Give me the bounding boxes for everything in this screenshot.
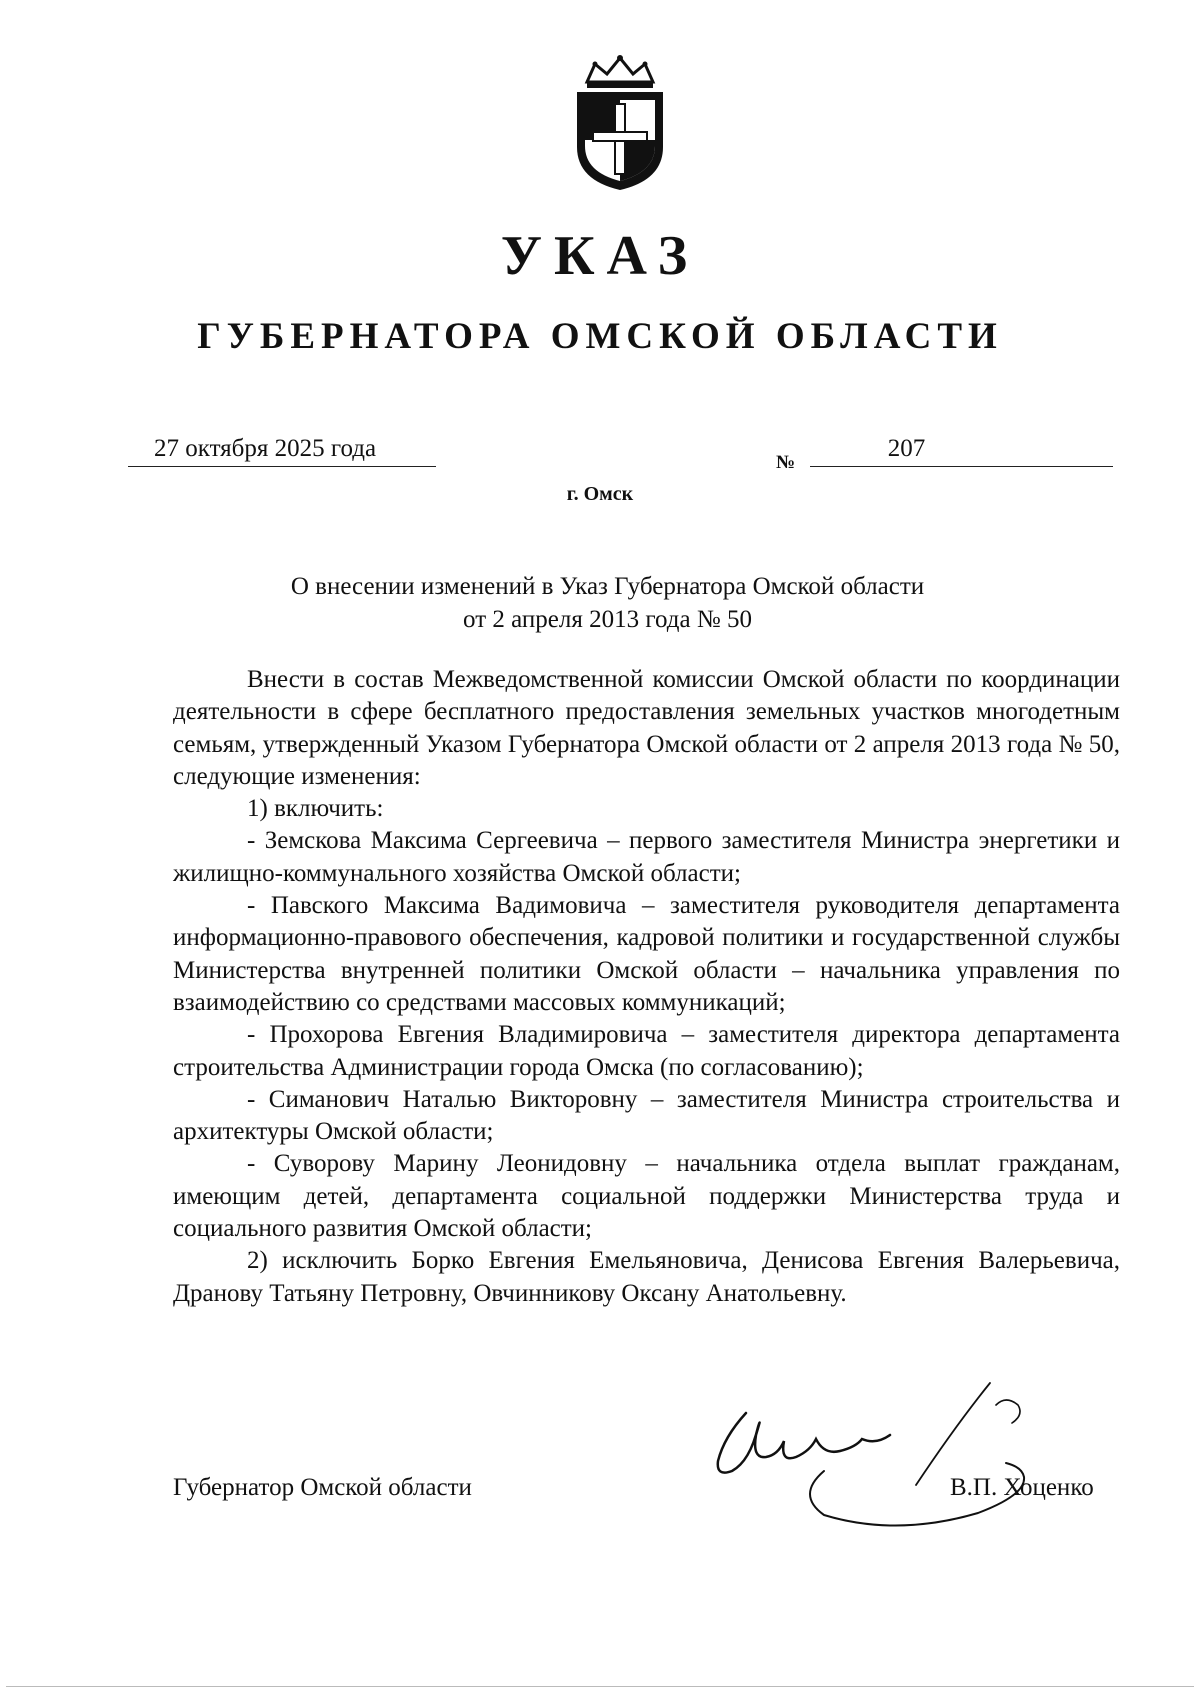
- number-label: №: [776, 452, 796, 473]
- signer-position: Губернатор Омской области: [173, 1474, 472, 1501]
- subject-line: О внесении изменений в Указ Губернатора Омской области: [290, 573, 925, 600]
- list-item: - Земскова Максима Сергеевича – первого заместителя Министра энергетики и жилищно-коммунального хозяйства Омской области;: [173, 827, 1120, 887]
- decree-number: 207: [810, 432, 1113, 467]
- decree-date: 27 октября 2025 года: [128, 432, 436, 467]
- list-item: - Суворову Марину Леонидовну – начальника отдела выплат гражданам, имеющим детей, департамента социальной поддержки Министерства труда и социального развития Омской области;: [173, 1150, 1120, 1243]
- item-heading: 1) включить:: [247, 795, 384, 823]
- decree-subject: [200, 570, 1015, 636]
- signer-name: В.П. Хоценко: [950, 1474, 1094, 1501]
- subject-line: от 2 апреля 2013 года № 50: [463, 606, 752, 633]
- list-item: - Симанович Наталью Викторовну – заместителя Министра строительства и архитектуры Омской области;: [173, 1085, 1120, 1146]
- decree-body: [173, 664, 1120, 1310]
- document-title: УКАЗ: [500, 225, 700, 287]
- list-item: - Павского Максима Вадимовича – заместителя руководителя департамента информационно-правового обеспечения, кадровой политики и государственной службы Министерства внутренней политики Омской области – начальника управления по взаимодействию со средствами массовых коммуникаций;: [173, 892, 1120, 1016]
- list-item: - Прохорова Евгения Владимировича – заместителя директора департамента строительства Администрации города Омска (по согласованию);: [173, 1021, 1120, 1081]
- page-bottom-divider: [6, 1686, 1194, 1687]
- issue-city: г. Омск: [566, 483, 634, 505]
- exclusion-paragraph: 2) исключить Борко Евгения Емельяновича, Денисова Евгения Валерьевича, Дранову Татьяну Петровну, Овчинникову Оксану Анатольевну.: [173, 1247, 1120, 1307]
- document-issuer: ГУБЕРНАТОРА ОМСКОЙ ОБЛАСТИ: [197, 316, 1003, 357]
- intro-paragraph: Внести в состав Межведомственной комиссии Омской области по координации деятельности в сфере бесплатного предоставления земельных участков многодетным семьям, утвержденный Указом Губернатора Омской области от 2 апреля 2013 года № 50, следующие изменения:: [173, 666, 1120, 790]
- handwritten-signature-icon: [706, 1375, 1036, 1540]
- omsk-oblast-coat-of-arms-icon: [565, 52, 675, 192]
